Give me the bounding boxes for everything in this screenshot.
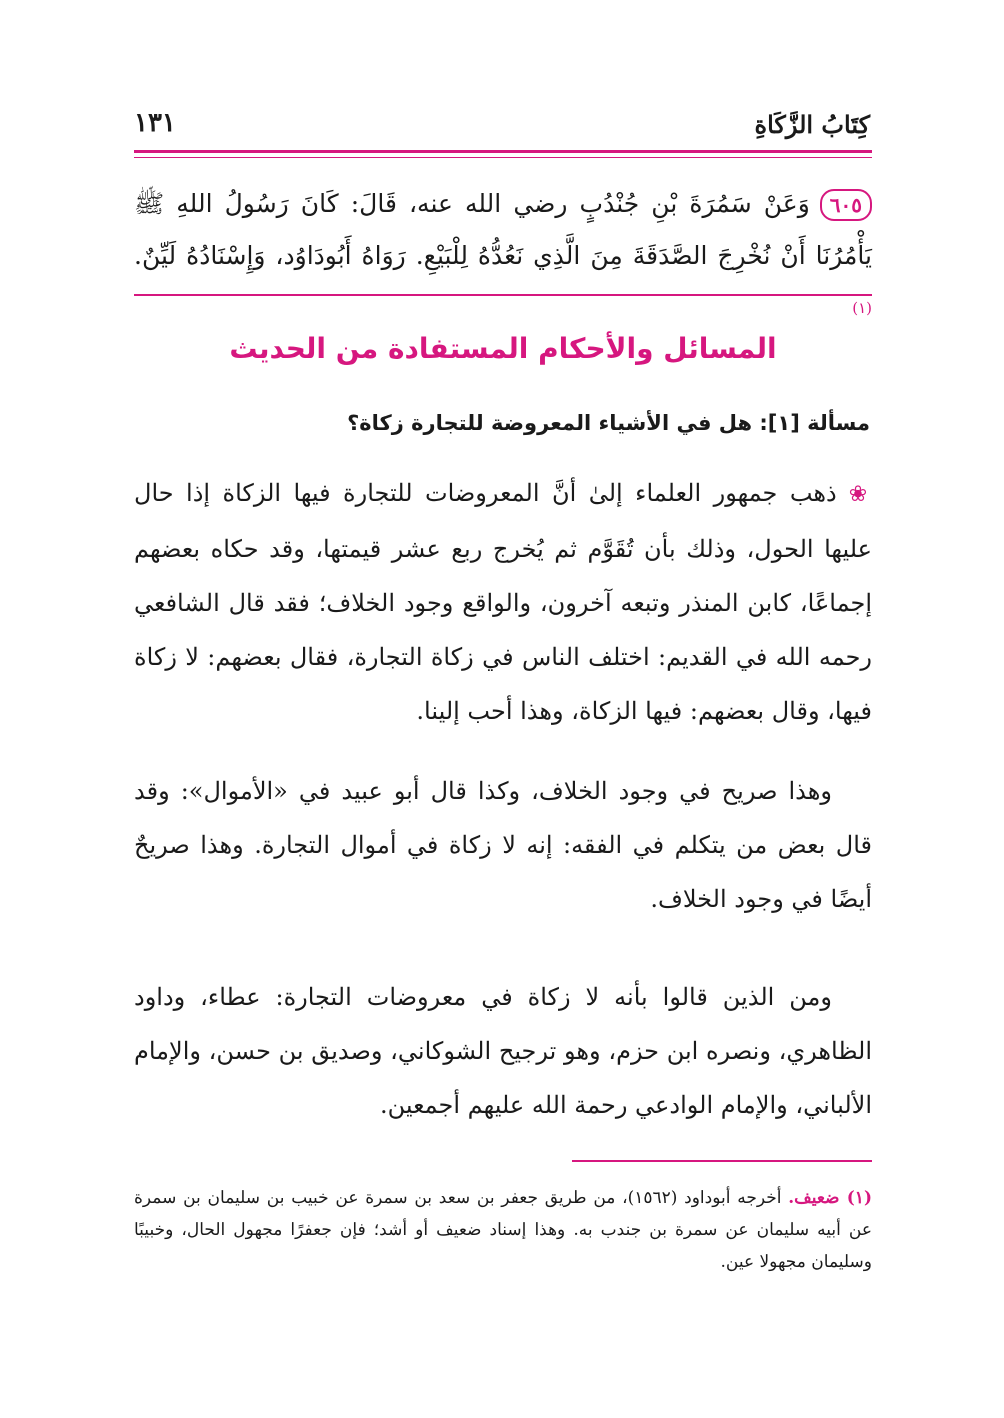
section-title: المسائل والأحكام المستفادة من الحديث <box>229 332 777 365</box>
paragraph-1-text: ذهب جمهور العلماء إلىٰ أنَّ المعروضات للتجارة فيها الزكاة إذا حال عليها الحول، وذلك بأن تُقَوَّم ثم يُخرج ربع عشر قيمتها، وقد حكاه بعضهم إجماعًا، كابن المنذر وتبعه آخرون، والواقع وجود الخلاف؛ فقد قال الشافعي رحمه الله في القديم: اختلف الناس في زكاة التجارة، فقال بعضهم: لا زكاة فيها، وقال بعضهم: فيها الزكاة، وهذا أحب إلينا. <box>134 479 872 725</box>
footnote-reference[interactable]: (١) <box>852 299 872 317</box>
header-rule-bottom <box>134 157 872 158</box>
paragraph-3 <box>134 970 872 1132</box>
paragraph-1 <box>134 466 872 738</box>
paragraph-2-text: وهذا صريح في وجود الخلاف، وكذا قال أبو عبيد في «الأموال»: وقد قال بعض من يتكلم في الفقه: إنه لا زكاة في أموال التجارة. وهذا صريحٌ أيضًا في وجود الخلاف. <box>134 777 872 913</box>
page-number: ١٣١ <box>134 108 176 138</box>
paragraph-3-text: ومن الذين قالوا بأنه لا زكاة في معروضات التجارة: عطاء، وداود الظاهري، ونصره ابن حزم، وهو ترجيح الشوكاني، وصديق بن حسن، والإمام الألباني، والإمام الوادعي رحمة الله عليهم أجمعين. <box>134 983 872 1119</box>
footnote <box>134 1182 872 1278</box>
running-header-title: كِتَابُ الزَّكَاةِ <box>754 110 870 139</box>
header-rule-top <box>134 150 872 153</box>
hadith-number-badge: ٦٠٥ <box>820 189 872 221</box>
paragraph-2 <box>134 764 872 926</box>
flower-bullet-icon: ❀ <box>848 482 873 507</box>
hadith-block <box>134 178 872 340</box>
hadith-divider <box>134 294 872 296</box>
question-heading: مسألة [١]: هل في الأشياء المعروضة للتجارة زكاة؟ <box>347 411 870 435</box>
footnote-divider <box>572 1160 872 1162</box>
footnote-text: أخرجه أبوداود (١٥٦٢)، من طريق جعفر بن سعد بن سمرة عن خبيب بن سليمان بن سمرة عن أبيه سليمان عن سمرة بن جندب به. وهذا إسناد ضعيف أو أشد؛ فإن جعفرًا مجهول الحال، وخبيبًا وسليمان مجهولا عين. <box>134 1188 872 1272</box>
hadith-text: وَعَنْ سَمُرَةَ بْنِ جُنْدُبٍ رضي الله عنه، قَالَ: كَانَ رَسُولُ اللهِ ﷺ يَأْمُرُنَا أَنْ نُخْرِجَ الصَّدَقَةَ مِنَ الَّذِي نَعُدُّهُ لِلْبَيْعِ. رَوَاهُ أَبُودَاوُد، وَإِسْنَادُهُ لَيِّنٌ. <box>134 189 872 270</box>
footnote-marker: (١) ضعيف. <box>788 1188 872 1208</box>
